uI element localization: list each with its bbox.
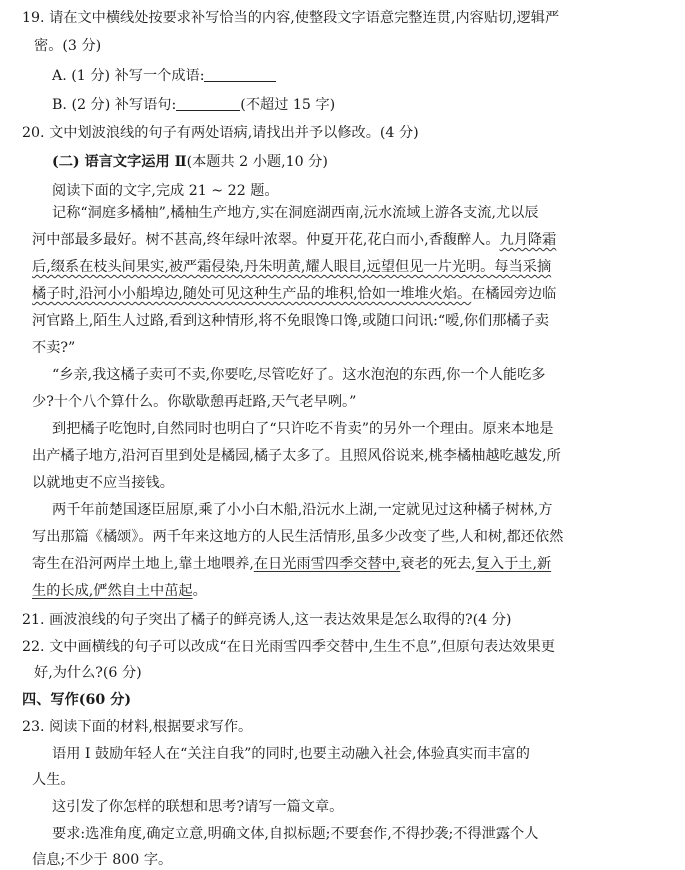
passage-p2-line1: “乡亲,我这橘子卖可不卖,你要吃,尽管吃好了。这水泡泡的东西,你一个人能吃多: [52, 367, 546, 383]
underlined-sentence: 复入于土,: [475, 556, 537, 572]
passage-text: 。: [192, 583, 207, 599]
passage-text: 衰老的死去,: [400, 556, 476, 572]
underlined-sentence: 新: [536, 556, 552, 572]
passage-p1-line3: [32, 257, 551, 277]
passage-p3-line1: 到把橘子吃饱时,自然同时也明白了“只许吃不肯卖”的另外一个理由。原来本地是: [52, 421, 554, 437]
passage-p1-line5: 河官路上,陌生人过路,看到这种情形,将不免眼馋口馋,或随口问讯:“嗳,你们那橘子卖: [32, 313, 549, 329]
q19-option-a: [52, 66, 276, 86]
passage-p3-line2: 出产橘子地方,沿河百里到处是橘园,橘子太多了。且照风俗说来,桃李橘柚越吃越发,所: [32, 448, 561, 464]
q19-option-b-label: B. (2 分) 补写语句:: [52, 97, 177, 113]
q23-material-line1: 语用 Ⅰ 鼓励年轻人在“关注自我”的同时,也要主动融入社会,体验真实而丰富的: [52, 746, 530, 762]
passage-p1-line6: 不卖?”: [32, 340, 76, 356]
wavy-sentence: 九月降霜: [499, 232, 557, 248]
passage-p1-line2: [32, 230, 556, 250]
q22-line1: 22. 文中画横线的句子可以改成“在日光雨雪四季交替中,生生不息”,但原句表达效果更: [22, 639, 555, 655]
section4-heading: 四、写作(60 分): [22, 692, 132, 708]
passage-p4-line2: 写出那篇《橘颂》。两千年来这地方的人民生活情形,虽多少改变了些,人和树,都还依然: [32, 529, 564, 545]
section2-heading: [52, 152, 328, 172]
passage-text: 河中部最多最好。树不甚高,终年绿叶浓翠。仲夏开花,花白而小,香馥醉人。: [32, 232, 500, 248]
wavy-sentence: 每当采摘: [494, 259, 552, 275]
q23-requirements-line2: 信息;不少于 800 字。: [32, 852, 173, 868]
passage-p4-line1: 两千年前楚国逐臣屈原,乘了小小白木船,沿沅水上湖,一定就见过这种橘子树林,方: [52, 502, 553, 518]
underlined-sentence: 生的长成,: [32, 583, 94, 599]
wavy-sentence: 橘子时,沿河小小船埠边,随处可见这种生产品的堆积,恰如一堆堆火焰。: [32, 286, 472, 302]
passage-text: 在橘园旁边临: [471, 286, 557, 302]
passage-text: 寄生在沿河两岸土地上,靠土地喂养,: [32, 556, 254, 572]
underlined-sentence: 俨然自土中茁起: [93, 583, 193, 599]
answer-blank-a: [204, 67, 276, 82]
passage-p4-line3: [32, 554, 551, 574]
section2-note: (本题共 2 小题,10 分): [186, 154, 328, 170]
q22-line2: 好,为什么?(6 分): [34, 665, 142, 681]
q19-option-b-limit: (不超过 15 字): [240, 97, 336, 113]
passage-p3-line3: 以就地吏不应当接钱。: [32, 475, 174, 491]
answer-blank-b: [176, 96, 240, 111]
passage-p4-line4: [32, 581, 207, 601]
q23-material-line2: 人生。: [32, 772, 75, 788]
q20: 20. 文中划波浪线的句子有两处语病,请找出并予以修改。(4 分): [22, 125, 419, 141]
passage-p1-line4: [32, 284, 556, 304]
underlined-sentence: 在日光雨雪四季交替中,: [253, 556, 401, 572]
q19-option-b: [52, 95, 335, 115]
q19-option-a-label: A. (1 分) 补写一个成语:: [52, 68, 205, 84]
q19-line1: 19. 请在文中横线处按要求补写恰当的内容,使整段文字语意完整连贯,内容贴切,逻辑严: [22, 10, 560, 26]
section2-instruction: 阅读下面的文字,完成 21 ~ 22 题。: [52, 183, 279, 199]
q23-line1: 23. 阅读下面的材料,根据要求写作。: [22, 719, 253, 735]
passage-p1-line1: 记称“洞庭多橘柚”,橘柚生产地方,实在洞庭湖西南,沅水流域上游各支流,尤以辰: [52, 205, 539, 221]
section2-title: (二) 语言文字运用 Ⅱ: [52, 154, 187, 170]
passage-p2-line2: 少?十个八个算什么。你歇歇憩再赶路,天气老早咧。”: [32, 394, 357, 410]
wavy-sentence: 后,缀系在枝头间果实,被严霜侵染,丹朱明黄,耀人眼目,远望但见一片光明。: [32, 259, 495, 275]
q21: 21. 画波浪线的句子突出了橘子的鲜亮诱人,这一表达效果是怎么取得的?(4 分): [22, 612, 512, 628]
q23-requirements-line1: 要求:选准角度,确定立意,明确文体,自拟标题;不要套作,不得抄袭;不得泄露个人: [52, 826, 539, 842]
q23-prompt: 这引发了你怎样的联想和思考?请写一篇文章。: [52, 799, 344, 815]
q19-line2: 密。(3 分): [34, 38, 102, 54]
